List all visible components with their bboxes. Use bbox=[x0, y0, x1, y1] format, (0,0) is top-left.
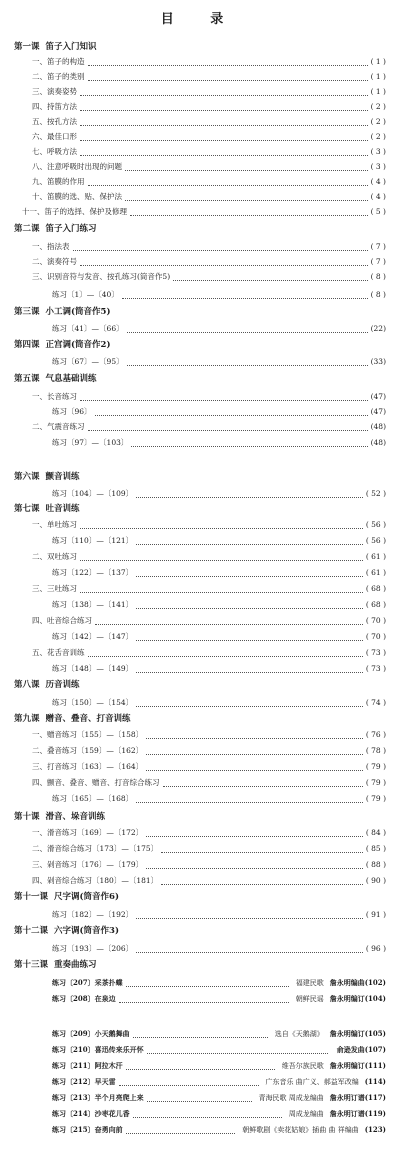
toc-page-number: ( 1 ) bbox=[370, 57, 386, 66]
toc-entry bbox=[0, 550, 400, 565]
dot-leader bbox=[88, 80, 368, 81]
song-arranger-page: 詹永明订谱(119) bbox=[329, 1109, 386, 1118]
toc-page-number: ( 4 ) bbox=[370, 177, 386, 186]
toc-page-number: ( 79 ) bbox=[365, 794, 386, 803]
lesson-number: 第十三课 bbox=[14, 960, 49, 970]
toc-entry bbox=[0, 728, 400, 743]
dot-leader bbox=[80, 110, 368, 111]
toc-entry bbox=[0, 160, 400, 175]
lesson-number: 第七课 bbox=[14, 504, 40, 514]
song-title: 练习〔212〕早天雷 bbox=[52, 1077, 116, 1086]
toc-entry-label: 二、演奏符号 bbox=[32, 257, 77, 266]
toc-entry bbox=[0, 405, 400, 420]
toc-entry bbox=[0, 255, 400, 270]
toc-entry bbox=[0, 70, 400, 85]
toc-entry-label: 练习〔96〕 bbox=[52, 407, 92, 416]
toc-entry bbox=[0, 55, 400, 70]
toc-entry-label: 练习〔182〕—〔192〕 bbox=[52, 910, 134, 919]
lesson-title: 正宫调(筒音作2) bbox=[45, 340, 111, 350]
song-source: 朝鲜歌剧《卖花姑娘》插曲 曲 祥编曲 bbox=[242, 1126, 359, 1134]
toc-page-number: ( 70 ) bbox=[365, 616, 386, 625]
song-source: 广东音乐 曲广义、郝益军改编 bbox=[265, 1078, 359, 1086]
toc-entry bbox=[0, 1107, 400, 1122]
lesson-title: 颤音训练 bbox=[45, 472, 80, 482]
toc-entry bbox=[0, 240, 400, 255]
toc-entry-label: 八、注意呼吸时出现的问题 bbox=[32, 162, 122, 171]
toc-page-number: ( 91 ) bbox=[365, 910, 386, 919]
toc-lesson-heading bbox=[0, 470, 400, 485]
dot-leader bbox=[133, 1037, 268, 1038]
toc-page-number: (47) bbox=[370, 392, 386, 401]
toc-page-number: ( 2 ) bbox=[370, 102, 386, 111]
toc-entry bbox=[0, 776, 400, 791]
toc-entry bbox=[0, 115, 400, 130]
song-arranger-page: (114) bbox=[364, 1077, 386, 1086]
toc-entry bbox=[0, 646, 400, 661]
toc-page-number: ( 3 ) bbox=[370, 162, 386, 171]
toc-page-number: (48) bbox=[370, 438, 386, 447]
toc-entry-label: 二、笛子的类别 bbox=[32, 72, 85, 81]
dot-leader bbox=[161, 884, 363, 885]
dot-leader bbox=[163, 786, 363, 787]
toc-entry-label: 十一、笛子的选择、保护及修理 bbox=[22, 207, 127, 216]
dot-leader bbox=[147, 1053, 328, 1054]
toc-entry bbox=[0, 942, 400, 957]
dot-leader bbox=[146, 754, 363, 755]
lesson-title: 六字调(筒音作3) bbox=[54, 926, 119, 936]
toc-entry bbox=[0, 487, 400, 502]
toc-page-number: ( 7 ) bbox=[370, 257, 386, 266]
toc-entry-label: 三、三吐练习 bbox=[32, 584, 77, 593]
dot-leader bbox=[80, 95, 368, 96]
toc-entry-label: 三、识别音符与发音、按孔练习(筒音作5) bbox=[32, 272, 171, 281]
toc-page-number: ( 2 ) bbox=[370, 117, 386, 126]
dot-leader bbox=[126, 1133, 236, 1134]
dot-leader bbox=[125, 200, 368, 201]
dot-leader bbox=[80, 125, 368, 126]
toc-entry bbox=[0, 630, 400, 645]
toc-entry-label: 练习〔165〕—〔168〕 bbox=[52, 794, 134, 803]
lesson-heading bbox=[14, 924, 119, 938]
song-arranger-page: 詹永明订谱(117) bbox=[329, 1093, 386, 1102]
toc-entry bbox=[0, 662, 400, 677]
dot-leader bbox=[73, 250, 368, 251]
toc-page-number: ( 3 ) bbox=[370, 147, 386, 156]
toc-page-number: ( 68 ) bbox=[365, 600, 386, 609]
toc-page-number: ( 5 ) bbox=[370, 207, 386, 216]
toc-entry bbox=[0, 598, 400, 613]
toc-entry bbox=[0, 792, 400, 807]
toc-entry bbox=[0, 205, 400, 220]
toc-entry-label: 四、持笛方法 bbox=[32, 102, 77, 111]
lesson-heading bbox=[14, 712, 131, 726]
toc-entry bbox=[0, 976, 400, 991]
song-arranger-page: (123) bbox=[364, 1125, 386, 1134]
toc-entry bbox=[0, 566, 400, 581]
dot-leader bbox=[80, 528, 363, 529]
toc-entry bbox=[0, 190, 400, 205]
toc-entry-label: 练习〔150〕—〔154〕 bbox=[52, 698, 134, 707]
toc-entry bbox=[0, 696, 400, 711]
song-arranger-page: 詹永明编订(104) bbox=[329, 994, 386, 1003]
toc-entry-label: 练习〔122〕—〔137〕 bbox=[52, 568, 134, 577]
toc-entry bbox=[0, 1075, 400, 1090]
dot-leader bbox=[146, 770, 363, 771]
toc-page-number: ( 70 ) bbox=[365, 632, 386, 641]
toc-page-number: ( 8 ) bbox=[370, 272, 386, 281]
toc-entry bbox=[0, 390, 400, 405]
toc-entry-label: 练习〔41〕—〔66〕 bbox=[52, 324, 124, 333]
toc-entry bbox=[0, 614, 400, 629]
toc-page-number: ( 73 ) bbox=[365, 648, 386, 657]
dot-leader bbox=[127, 365, 368, 366]
lesson-number: 第十课 bbox=[14, 812, 40, 822]
lesson-heading bbox=[14, 678, 80, 692]
dot-leader bbox=[136, 497, 363, 498]
lesson-heading bbox=[14, 890, 119, 904]
toc-lesson-heading bbox=[0, 678, 400, 693]
toc-entry-label: 二、叠音练习〔159〕—〔162〕 bbox=[32, 746, 144, 755]
toc-page-number: ( 90 ) bbox=[365, 876, 386, 885]
toc-lesson-heading bbox=[0, 958, 400, 973]
dot-leader bbox=[136, 706, 363, 707]
toc-entry-label: 二、气震音练习 bbox=[32, 422, 85, 431]
lesson-number: 第十二课 bbox=[14, 926, 49, 936]
dot-leader bbox=[80, 592, 363, 593]
toc-entry-label: 练习〔67〕—〔95〕 bbox=[52, 357, 124, 366]
toc-page-number: ( 84 ) bbox=[365, 828, 386, 837]
toc-page-number: (22) bbox=[370, 324, 386, 333]
toc-entry-label: 五、按孔方法 bbox=[32, 117, 77, 126]
toc-entry bbox=[0, 582, 400, 597]
dot-leader bbox=[146, 738, 363, 739]
toc-entry-label: 四、吐音综合练习 bbox=[32, 616, 92, 625]
dot-leader bbox=[119, 1085, 259, 1086]
dot-leader bbox=[80, 140, 368, 141]
toc-entry bbox=[0, 760, 400, 775]
lesson-number: 第一课 bbox=[14, 42, 40, 52]
lesson-heading bbox=[14, 40, 97, 54]
toc-page-number: ( 85 ) bbox=[365, 844, 386, 853]
toc-entry bbox=[0, 992, 400, 1007]
toc-entry-label: 六、最佳口形 bbox=[32, 132, 77, 141]
lesson-number: 第五课 bbox=[14, 374, 40, 384]
toc-page-number: ( 96 ) bbox=[365, 944, 386, 953]
lesson-heading bbox=[14, 810, 105, 824]
toc-entry-label: 二、双吐练习 bbox=[32, 552, 77, 561]
lesson-title: 滑音、垛音训练 bbox=[45, 812, 106, 822]
toc-page-number: ( 8 ) bbox=[370, 290, 386, 299]
song-title: 练习〔207〕采茶扑蝶 bbox=[52, 978, 123, 987]
toc-entry bbox=[0, 908, 400, 923]
dot-leader bbox=[80, 265, 368, 266]
dot-leader bbox=[80, 155, 368, 156]
song-source: 青海民歌 周成龙编曲 bbox=[258, 1094, 324, 1102]
song-title: 练习〔211〕阿拉木汗 bbox=[52, 1061, 123, 1070]
lesson-heading bbox=[14, 502, 80, 516]
dot-leader bbox=[95, 624, 363, 625]
song-arranger-page: 詹永明编曲(102) bbox=[329, 978, 386, 987]
dot-leader bbox=[126, 986, 289, 987]
song-source: 维吾尔族民歌 bbox=[281, 1062, 324, 1070]
dot-leader bbox=[161, 852, 363, 853]
toc-entry-label: 四、颤音、叠音、赠音、打音综合练习 bbox=[32, 778, 160, 787]
toc-page-number: ( 73 ) bbox=[365, 664, 386, 673]
dot-leader bbox=[136, 672, 363, 673]
lesson-heading bbox=[14, 305, 110, 319]
toc-lesson-heading bbox=[0, 305, 400, 320]
lesson-title: 历音训练 bbox=[45, 680, 80, 690]
toc-lesson-heading bbox=[0, 222, 400, 237]
dot-leader bbox=[136, 608, 363, 609]
toc-entry bbox=[0, 355, 400, 370]
toc-entry bbox=[0, 874, 400, 889]
toc-lesson-heading bbox=[0, 890, 400, 905]
toc-entry bbox=[0, 1091, 400, 1106]
dot-leader bbox=[131, 446, 367, 447]
toc-lesson-heading bbox=[0, 502, 400, 517]
toc-entry-label: 练习〔97〕—〔103〕 bbox=[52, 438, 129, 447]
toc-entry bbox=[0, 175, 400, 190]
toc-entry-label: 练习〔104〕—〔109〕 bbox=[52, 489, 134, 498]
toc-entry-label: 四、剁音综合练习〔180〕—〔181〕 bbox=[32, 876, 159, 885]
toc-entry-label: 练习〔110〕—〔121〕 bbox=[52, 536, 134, 545]
toc-page-number: ( 1 ) bbox=[370, 72, 386, 81]
toc-entry-label: 一、赠音练习〔155〕—〔158〕 bbox=[32, 730, 144, 739]
toc-lesson-heading bbox=[0, 40, 400, 55]
toc-page-number: ( 52 ) bbox=[365, 489, 386, 498]
dot-leader bbox=[136, 918, 363, 919]
dot-leader bbox=[130, 215, 368, 216]
song-arranger-page: 俞逊发曲(107) bbox=[336, 1045, 386, 1054]
lesson-number: 第三课 bbox=[14, 307, 40, 317]
toc-entry bbox=[0, 826, 400, 841]
lesson-number: 第四课 bbox=[14, 340, 40, 350]
lesson-number: 第十一课 bbox=[14, 892, 49, 902]
toc-page-number: (33) bbox=[370, 357, 386, 366]
toc-entry-label: 二、滑音综合练习〔173〕—〔175〕 bbox=[32, 844, 159, 853]
toc-page-number: ( 78 ) bbox=[365, 746, 386, 755]
toc-entry bbox=[0, 518, 400, 533]
lesson-title: 吐音训练 bbox=[45, 504, 80, 514]
toc-page-number: ( 74 ) bbox=[365, 698, 386, 707]
toc-entry-label: 一、笛子的构造 bbox=[32, 57, 85, 66]
dot-leader bbox=[147, 1101, 252, 1102]
song-title: 练习〔215〕奋勇向前 bbox=[52, 1125, 123, 1134]
song-source: 福建民歌 bbox=[295, 979, 324, 987]
toc-entry-label: 一、滑音练习〔169〕—〔172〕 bbox=[32, 828, 144, 837]
toc-page-number: (48) bbox=[370, 422, 386, 431]
lesson-number: 第八课 bbox=[14, 680, 40, 690]
toc-entry bbox=[0, 1027, 400, 1042]
dot-leader bbox=[88, 430, 368, 431]
dot-leader bbox=[136, 952, 363, 953]
dot-leader bbox=[88, 65, 368, 66]
song-source: 周成龙编曲 bbox=[288, 1110, 324, 1118]
toc-entry bbox=[0, 85, 400, 100]
toc-lesson-heading bbox=[0, 712, 400, 727]
lesson-title: 赠音、叠音、打音训练 bbox=[45, 714, 131, 724]
lesson-heading bbox=[14, 372, 97, 386]
toc-entry-label: 练习〔1〕—〔40〕 bbox=[52, 290, 119, 299]
toc-entry-label: 九、笛膜的作用 bbox=[32, 177, 85, 186]
toc-entry bbox=[0, 420, 400, 435]
lesson-title: 笛子入门知识 bbox=[45, 42, 97, 52]
song-source: 朝鲜民谣 bbox=[295, 995, 324, 1003]
dot-leader bbox=[133, 1117, 282, 1118]
dot-leader bbox=[127, 332, 368, 333]
song-title: 练习〔209〕小天鹅舞曲 bbox=[52, 1029, 130, 1038]
toc-page-number: ( 79 ) bbox=[365, 778, 386, 787]
lesson-heading bbox=[14, 958, 97, 972]
lesson-number: 第二课 bbox=[14, 224, 40, 234]
lesson-title: 笛子入门练习 bbox=[45, 224, 97, 234]
toc-lesson-heading bbox=[0, 372, 400, 387]
toc-entry bbox=[0, 145, 400, 160]
toc-entry bbox=[0, 842, 400, 857]
toc-entry bbox=[0, 1043, 400, 1058]
toc-entry-label: 练习〔148〕—〔149〕 bbox=[52, 664, 134, 673]
toc-entry-label: 练习〔138〕—〔141〕 bbox=[52, 600, 134, 609]
toc-page-number: (47) bbox=[370, 407, 386, 416]
toc-page-number: ( 2 ) bbox=[370, 132, 386, 141]
toc-entry-label: 练习〔193〕—〔206〕 bbox=[52, 944, 134, 953]
dot-leader bbox=[146, 868, 363, 869]
lesson-heading bbox=[14, 222, 97, 236]
toc-page-number: ( 4 ) bbox=[370, 192, 386, 201]
toc-entry bbox=[0, 534, 400, 549]
dot-leader bbox=[88, 185, 368, 186]
toc-page-number: ( 56 ) bbox=[365, 520, 386, 529]
lesson-title: 小工调(筒音作5) bbox=[45, 307, 111, 317]
toc-entry-label: 一、指法表 bbox=[32, 242, 70, 251]
toc-entry bbox=[0, 100, 400, 115]
toc-entry-label: 一、长音练习 bbox=[32, 392, 77, 401]
toc-entry-label: 一、单吐练习 bbox=[32, 520, 77, 529]
lesson-title: 重奏曲练习 bbox=[54, 960, 97, 970]
dot-leader bbox=[126, 1069, 275, 1070]
lesson-title: 尺字调(筒音作6) bbox=[54, 892, 119, 902]
toc-entry bbox=[0, 270, 400, 285]
toc-entry bbox=[0, 288, 400, 303]
toc-entry-label: 三、演奏姿势 bbox=[32, 87, 77, 96]
lesson-number: 第九课 bbox=[14, 714, 40, 724]
toc-entry bbox=[0, 744, 400, 759]
dot-leader bbox=[146, 836, 363, 837]
dot-leader bbox=[125, 170, 368, 171]
toc-entry bbox=[0, 1123, 400, 1138]
toc-page-number: ( 1 ) bbox=[370, 87, 386, 96]
toc-page-number: ( 61 ) bbox=[365, 552, 386, 561]
toc-entry-label: 十、笛膜的选、贴、保护法 bbox=[32, 192, 122, 201]
toc-entry-label: 七、呼吸方法 bbox=[32, 147, 77, 156]
lesson-number: 第六课 bbox=[14, 472, 40, 482]
dot-leader bbox=[119, 1002, 289, 1003]
dot-leader bbox=[136, 802, 363, 803]
toc-page-number: ( 7 ) bbox=[370, 242, 386, 251]
toc-page-number: ( 76 ) bbox=[365, 730, 386, 739]
toc-page-number: ( 56 ) bbox=[365, 536, 386, 545]
dot-leader bbox=[136, 640, 363, 641]
toc-entry bbox=[0, 1059, 400, 1074]
dot-leader bbox=[173, 280, 367, 281]
song-arranger-page: 詹永明编订(111) bbox=[329, 1061, 386, 1070]
dot-leader bbox=[80, 400, 368, 401]
toc-page-number: ( 88 ) bbox=[365, 860, 386, 869]
toc-entry-label: 三、打音练习〔163〕—〔164〕 bbox=[32, 762, 144, 771]
dot-leader bbox=[122, 298, 368, 299]
toc-lesson-heading bbox=[0, 810, 400, 825]
toc-lesson-heading bbox=[0, 924, 400, 939]
lesson-heading bbox=[14, 470, 80, 484]
toc-entry bbox=[0, 436, 400, 451]
toc-lesson-heading bbox=[0, 338, 400, 353]
toc-entry bbox=[0, 130, 400, 145]
toc-entry bbox=[0, 858, 400, 873]
page-title: 目 录 bbox=[160, 12, 240, 27]
dot-leader bbox=[136, 576, 363, 577]
song-title: 练习〔210〕喜迅传来乐开怀 bbox=[52, 1045, 144, 1054]
lesson-heading bbox=[14, 338, 110, 352]
toc-page-number: ( 79 ) bbox=[365, 762, 386, 771]
dot-leader bbox=[80, 560, 363, 561]
toc-entry bbox=[0, 322, 400, 337]
toc-entry-label: 三、剁音练习〔176〕—〔179〕 bbox=[32, 860, 144, 869]
lesson-title: 气息基础训练 bbox=[45, 374, 97, 384]
toc-page-number: ( 68 ) bbox=[365, 584, 386, 593]
toc-page-number: ( 61 ) bbox=[365, 568, 386, 577]
dot-leader bbox=[95, 415, 368, 416]
toc-entry-label: 练习〔142〕—〔147〕 bbox=[52, 632, 134, 641]
song-title: 练习〔208〕在泉边 bbox=[52, 994, 116, 1003]
dot-leader bbox=[88, 656, 363, 657]
song-title: 练习〔214〕沙枣花儿香 bbox=[52, 1109, 130, 1118]
song-title: 练习〔213〕半个月亮爬上来 bbox=[52, 1093, 144, 1102]
song-arranger-page: 詹永明编订(105) bbox=[329, 1029, 386, 1038]
song-source: 选自《天鹅湖》 bbox=[274, 1030, 324, 1038]
toc-entry-label: 五、花舌音训练 bbox=[32, 648, 85, 657]
dot-leader bbox=[136, 544, 363, 545]
